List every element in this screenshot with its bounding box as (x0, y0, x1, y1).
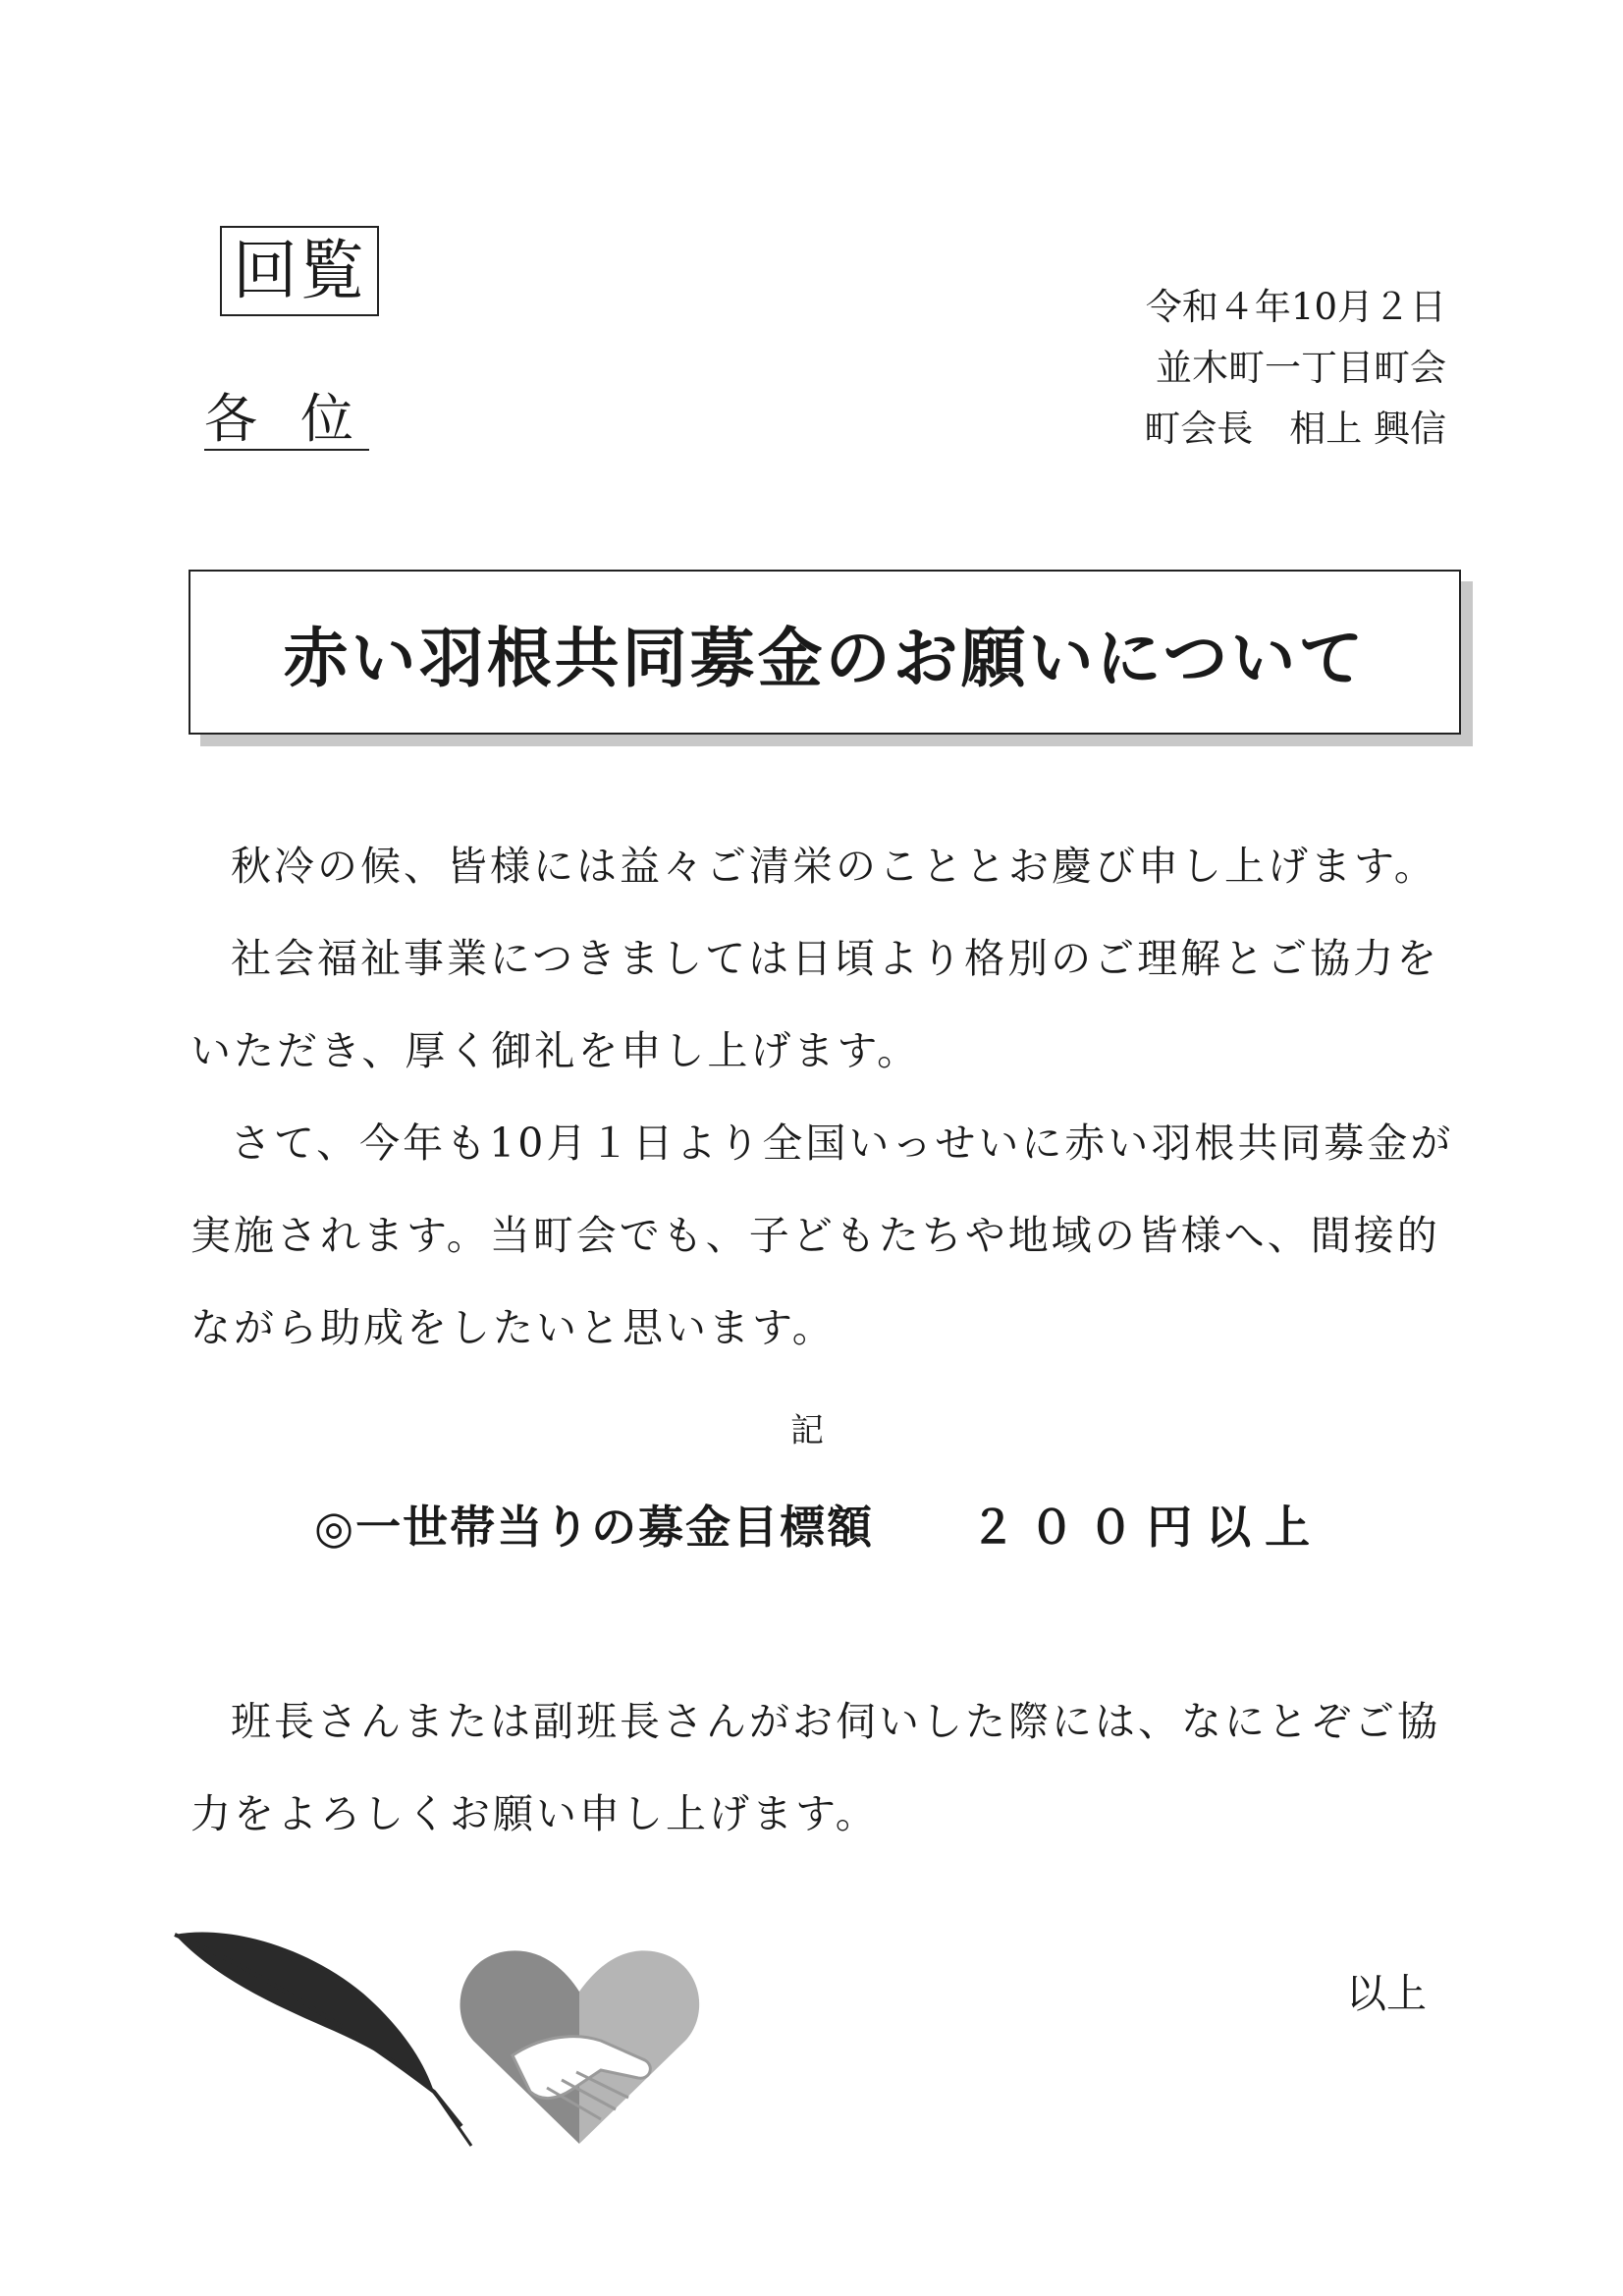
body-paragraph: さて、今年も10月１日より全国いっせいに赤い羽根共同募金が実施されます。当町会でも、子どもたちや地域の皆様へ、間接的ながら助成をしたいと思います。 (190, 1120, 1454, 1351)
document-meta (1144, 277, 1446, 460)
document-title: 赤い羽根共同募金のお願いについて (283, 620, 1367, 696)
donation-target (314, 1493, 1324, 1561)
ki-heading: 記 (790, 1411, 824, 1450)
closing-paragraph: 班長さんまたは副班長さんがお伺いした際には、なにとぞご協力をよろしくお願い申し上げます。 (190, 1698, 1440, 1837)
closing-text (190, 1675, 1467, 1860)
recipient-underline (204, 449, 369, 451)
organization-name: 並木町一丁目町会 (1156, 347, 1446, 389)
feather-icon (167, 1925, 481, 2151)
title-box (189, 570, 1461, 735)
author-name: 町会長 相上 興信 (1144, 408, 1446, 450)
body-text (190, 820, 1467, 1374)
body-paragraph: 社会福祉事業につきましては日頃より格別のご理解とご協力をいただき、厚く御礼を申し上げます。 (190, 935, 1440, 1074)
document-date: 令和４年10月２日 (1145, 286, 1446, 328)
donation-target-amount: ２００円以上 (970, 1501, 1325, 1554)
heart-handshake-icon (454, 1923, 719, 2159)
recipient-label: 各位 (204, 388, 397, 450)
donation-target-label: ◎一世帯当りの募金目標額 (314, 1501, 875, 1554)
end-mark: 以上 (1346, 1970, 1427, 2017)
circulation-stamp: 回覧 (220, 226, 379, 316)
body-paragraph: 秋冷の候、皆様には益々ご清栄のこととお慶び申し上げます。 (231, 843, 1437, 890)
